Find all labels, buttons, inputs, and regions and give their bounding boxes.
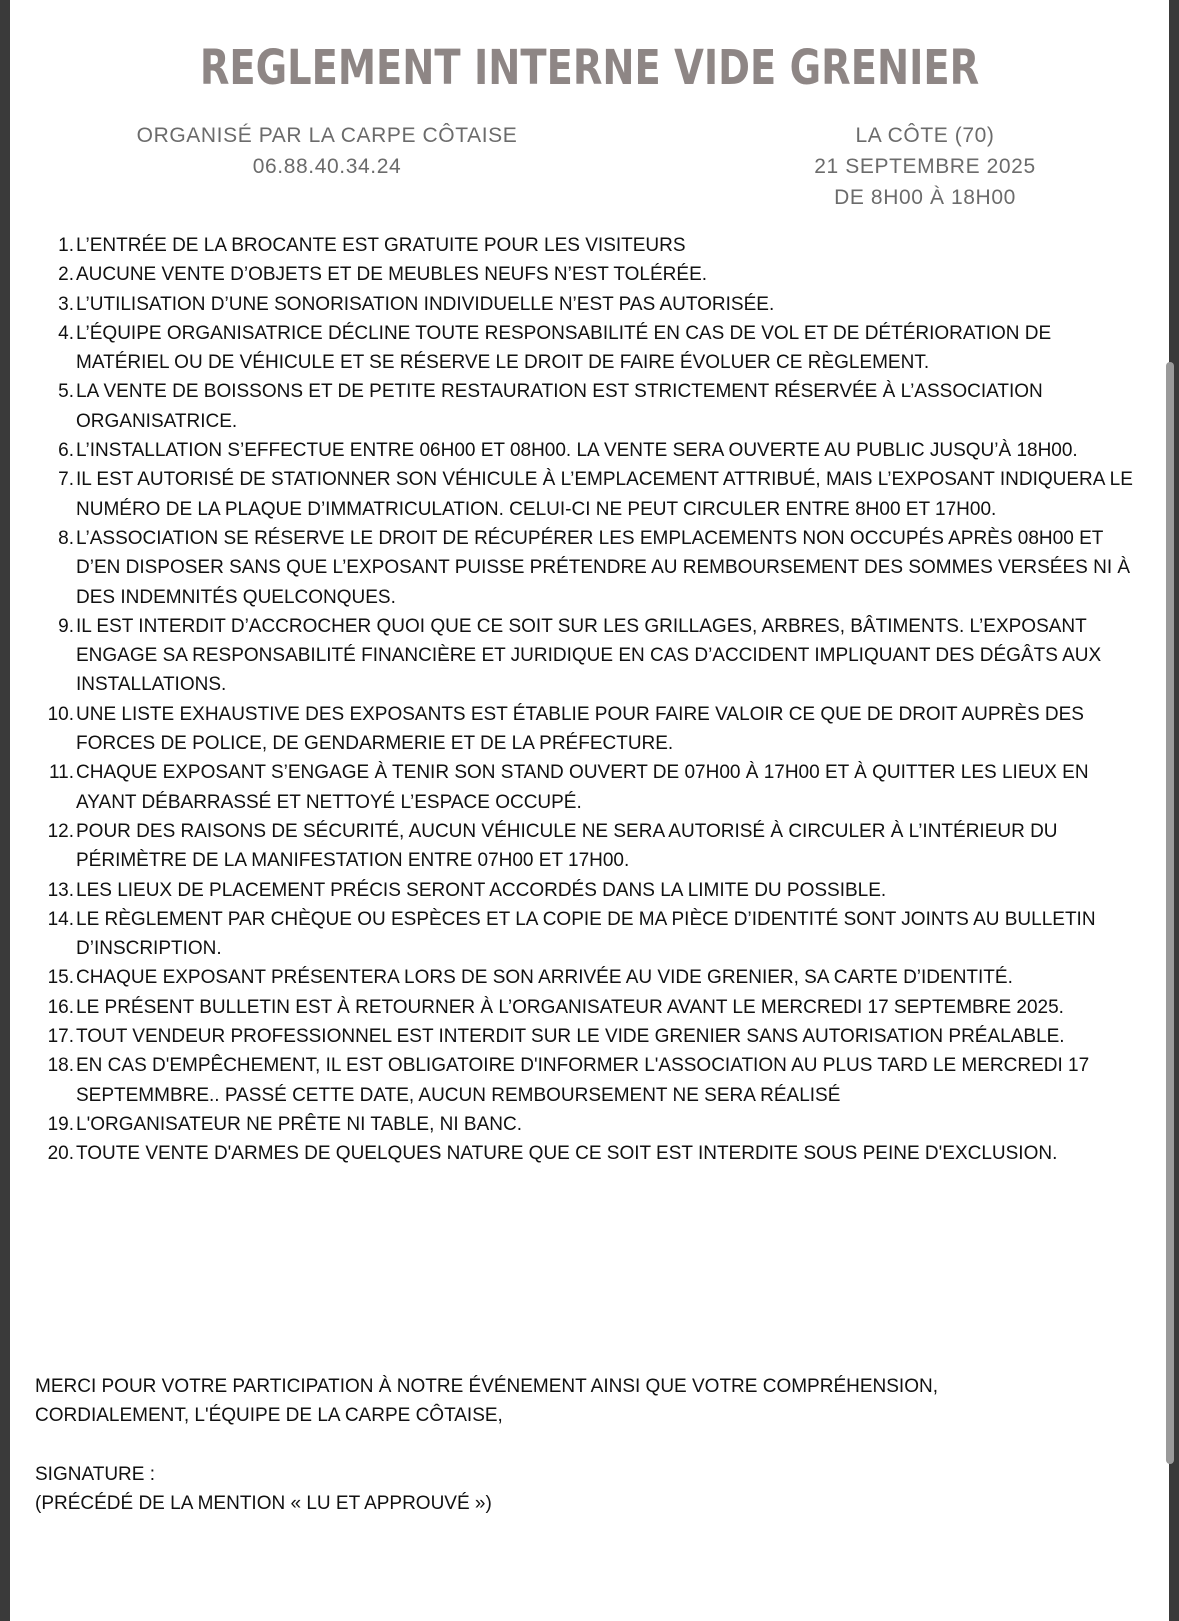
rule-item — [34, 1022, 1144, 1051]
document-title: REGLEMENT INTERNE VIDE GRENIER — [199, 40, 980, 96]
closing-message — [35, 1372, 1145, 1431]
rule-number: 1. — [58, 235, 74, 256]
rule-text: LA VENTE DE BOISSONS ET DE PETITE RESTAURATION EST STRICTEMENT RÉSERVÉE À L’ASSOCIATION ORGANISATRICE. — [76, 381, 1043, 432]
rule-text: LE PRÉSENT BULLETIN EST À RETOURNER À L’ORGANISATEUR AVANT LE MERCREDI 17 SEPTEMBRE 2025. — [76, 996, 1064, 1018]
rule-number: 8. — [58, 527, 74, 549]
event-date: 21 SEPTEMBRE 2025 — [814, 155, 1036, 178]
rule-item — [34, 1139, 1144, 1168]
rule-item — [34, 290, 1144, 319]
rule-item — [34, 1110, 1144, 1139]
scrollbar[interactable] — [1167, 0, 1177, 1621]
rule-text: TOUT VENDEUR PROFESSIONNEL EST INTERDIT SUR LE VIDE GRENIER SANS AUTORISATION PRÉALABLE. — [76, 1026, 1065, 1048]
signature-note: (PRÉCÉDÉ DE LA MENTION « LU ET APPROUVÉ ») — [35, 1493, 492, 1515]
organizer-phone: 06.88.40.34.24 — [252, 155, 402, 178]
rule-item — [34, 436, 1144, 465]
rule-text: CHAQUE EXPOSANT PRÉSENTERA LORS DE SON ARRIVÉE AU VIDE GRENIER, SA CARTE D’IDENTITÉ. — [76, 967, 1013, 989]
rule-text: LES LIEUX DE PLACEMENT PRÉCIS SERONT ACCORDÉS DANS LA LIMITE DU POSSIBLE. — [76, 879, 887, 901]
rule-text: POUR DES RAISONS DE SÉCURITÉ, AUCUN VÉHICULE NE SERA AUTORISÉ À CIRCULER À L’INTÉRIEUR DU PÉRIMÈTRE DE LA MANIFESTATION ENTRE 07H00 ET 17H00. — [76, 820, 1058, 872]
rule-number: 13. — [47, 879, 74, 901]
rule-item — [34, 1051, 1144, 1110]
rule-number: 3. — [58, 293, 74, 315]
rule-item — [34, 993, 1144, 1022]
rule-item — [34, 260, 1144, 289]
organizer-info — [127, 120, 527, 182]
rule-item — [34, 319, 1144, 378]
rules-list — [34, 231, 1144, 1169]
signature-label: SIGNATURE : — [35, 1464, 155, 1485]
signature-block — [35, 1460, 1145, 1519]
event-location: LA CÔTE (70) — [855, 124, 995, 147]
rule-text: AUCUNE VENTE D’OBJETS ET DE MEUBLES NEUFS N’EST TOLÉRÉE. — [76, 264, 708, 286]
rule-text: L’INSTALLATION S’EFFECTUE ENTRE 06H00 ET 08H00. LA VENTE SERA OUVERTE AU PUBLIC JUSQU’À 18H00. — [76, 440, 1078, 462]
rule-item — [34, 612, 1144, 700]
event-hours: DE 8H00 À 18H00 — [834, 186, 1016, 209]
rule-number: 20. — [47, 1143, 74, 1165]
rule-item — [34, 876, 1144, 905]
rule-number: 9. — [58, 615, 74, 637]
rule-text: L’ENTRÉE DE LA BROCANTE EST GRATUITE POUR LES VISITEURS — [76, 235, 686, 256]
rule-number: 4. — [58, 322, 74, 344]
rule-number: 6. — [58, 440, 74, 462]
rule-text: CHAQUE EXPOSANT S’ENGAGE À TENIR SON STAND OUVERT DE 07H00 À 17H00 ET À QUITTER LES LIEUX EN AYANT DÉBARRASSÉ ET NETTOYÉ L’ESPACE OCCUPÉ. — [76, 762, 1089, 813]
rule-text: L’ÉQUIPE ORGANISATRICE DÉCLINE TOUTE RESPONSABILITÉ EN CAS DE VOL ET DE DÉTÉRIORATION DE MATÉRIEL OU DE VÉHICULE ET SE RÉSERVE LE DROIT DE FAIRE ÉVOLUER CE RÈGLEMENT. — [76, 322, 1052, 374]
rule-text: IL EST INTERDIT D’ACCROCHER QUOI QUE CE SOIT SUR LES GRILLAGES, ARBRES, BÂTIMENTS. L’EXPOSANT ENGAGE SA RESPONSABILITÉ FINANCIÈRE ET JURIDIQUE EN CAS D’ACCIDENT IMPLIQUANT DES DÉGÂTS AUX INSTALLATIONS. — [76, 615, 1102, 696]
rule-number: 5. — [58, 381, 74, 403]
rule-text: L’UTILISATION D’UNE SONORISATION INDIVIDUELLE N’EST PAS AUTORISÉE. — [76, 293, 775, 315]
rule-number: 10. — [47, 703, 74, 725]
rule-item — [34, 905, 1144, 964]
organizer-name: ORGANISÉ PAR LA CARPE CÔTAISE — [136, 124, 518, 147]
rule-number: 2. — [58, 264, 74, 286]
rule-text: TOUTE VENTE D'ARMES DE QUELQUES NATURE QUE CE SOIT EST INTERDITE SOUS PEINE D'EXCLUSION. — [76, 1143, 1058, 1165]
rule-number: 16. — [47, 996, 74, 1018]
rule-number: 12. — [47, 820, 74, 842]
closing-line-regards: CORDIALEMENT, L'ÉQUIPE DE LA CARPE CÔTAISE, — [35, 1405, 503, 1427]
rule-item — [34, 817, 1144, 876]
rule-text: L'ORGANISATEUR NE PRÊTE NI TABLE, NI BANC. — [76, 1113, 522, 1135]
rule-text: IL EST AUTORISÉ DE STATIONNER SON VÉHICULE À L’EMPLACEMENT ATTRIBUÉ, MAIS L’EXPOSANT INDIQUERA LE NUMÉRO DE LA PLAQUE D’IMMATRICULATION. CELUI-CI NE PEUT CIRCULER ENTRE 8H00 ET 17H00. — [76, 469, 1133, 520]
rule-number: 18. — [47, 1055, 74, 1077]
rule-number: 11. — [48, 762, 74, 784]
rule-text: L’ASSOCIATION SE RÉSERVE LE DROIT DE RÉCUPÉRER LES EMPLACEMENTS NON OCCUPÉS APRÈS 08H00 ET D’EN DISPOSER SANS QUE L’EXPOSANT PUISSE PRÉTENDRE AU REMBOURSEMENT DES SOMMES VERSÉES NI À DES INDEMNITÉS QUELCONQUES. — [76, 527, 1131, 608]
rule-text: EN CAS D'EMPÊCHEMENT, IL EST OBLIGATOIRE D'INFORMER L'ASSOCIATION AU PLUS TARD LE MERCREDI 17 SEPTEMMBRE.. PASSÉ CETTE DATE, AUCUN REMBOURSEMENT NE SERA RÉALISÉ — [76, 1055, 1090, 1106]
rule-item — [34, 377, 1144, 436]
scrollbar-thumb[interactable] — [1166, 362, 1174, 1464]
document-page — [10, 0, 1169, 1621]
rule-number: 15. — [47, 967, 74, 989]
rule-item — [34, 465, 1144, 524]
rule-number: 7. — [58, 469, 74, 491]
closing-line-thanks: MERCI POUR VOTRE PARTICIPATION À NOTRE ÉVÉNEMENT AINSI QUE VOTRE COMPRÉHENSION, — [35, 1376, 938, 1397]
rule-number: 17. — [47, 1026, 74, 1048]
rule-text: UNE LISTE EXHAUSTIVE DES EXPOSANTS EST ÉTABLIE POUR FAIRE VALOIR CE QUE DE DROIT AUPRÈS DES FORCES DE POLICE, DE GENDARMERIE ET DE LA PRÉFECTURE. — [76, 703, 1084, 755]
rule-item — [34, 700, 1144, 759]
rule-number: 14. — [47, 908, 74, 930]
rule-item — [34, 963, 1144, 992]
rule-text: LE RÈGLEMENT PAR CHÈQUE OU ESPÈCES ET LA COPIE DE MA PIÈCE D’IDENTITÉ SONT JOINTS AU BULLETIN D’INSCRIPTION. — [76, 908, 1096, 960]
rule-item — [34, 758, 1144, 817]
rule-number: 19. — [47, 1113, 74, 1135]
rule-item — [34, 524, 1144, 612]
rule-item — [34, 231, 1144, 260]
event-info — [800, 120, 1050, 213]
